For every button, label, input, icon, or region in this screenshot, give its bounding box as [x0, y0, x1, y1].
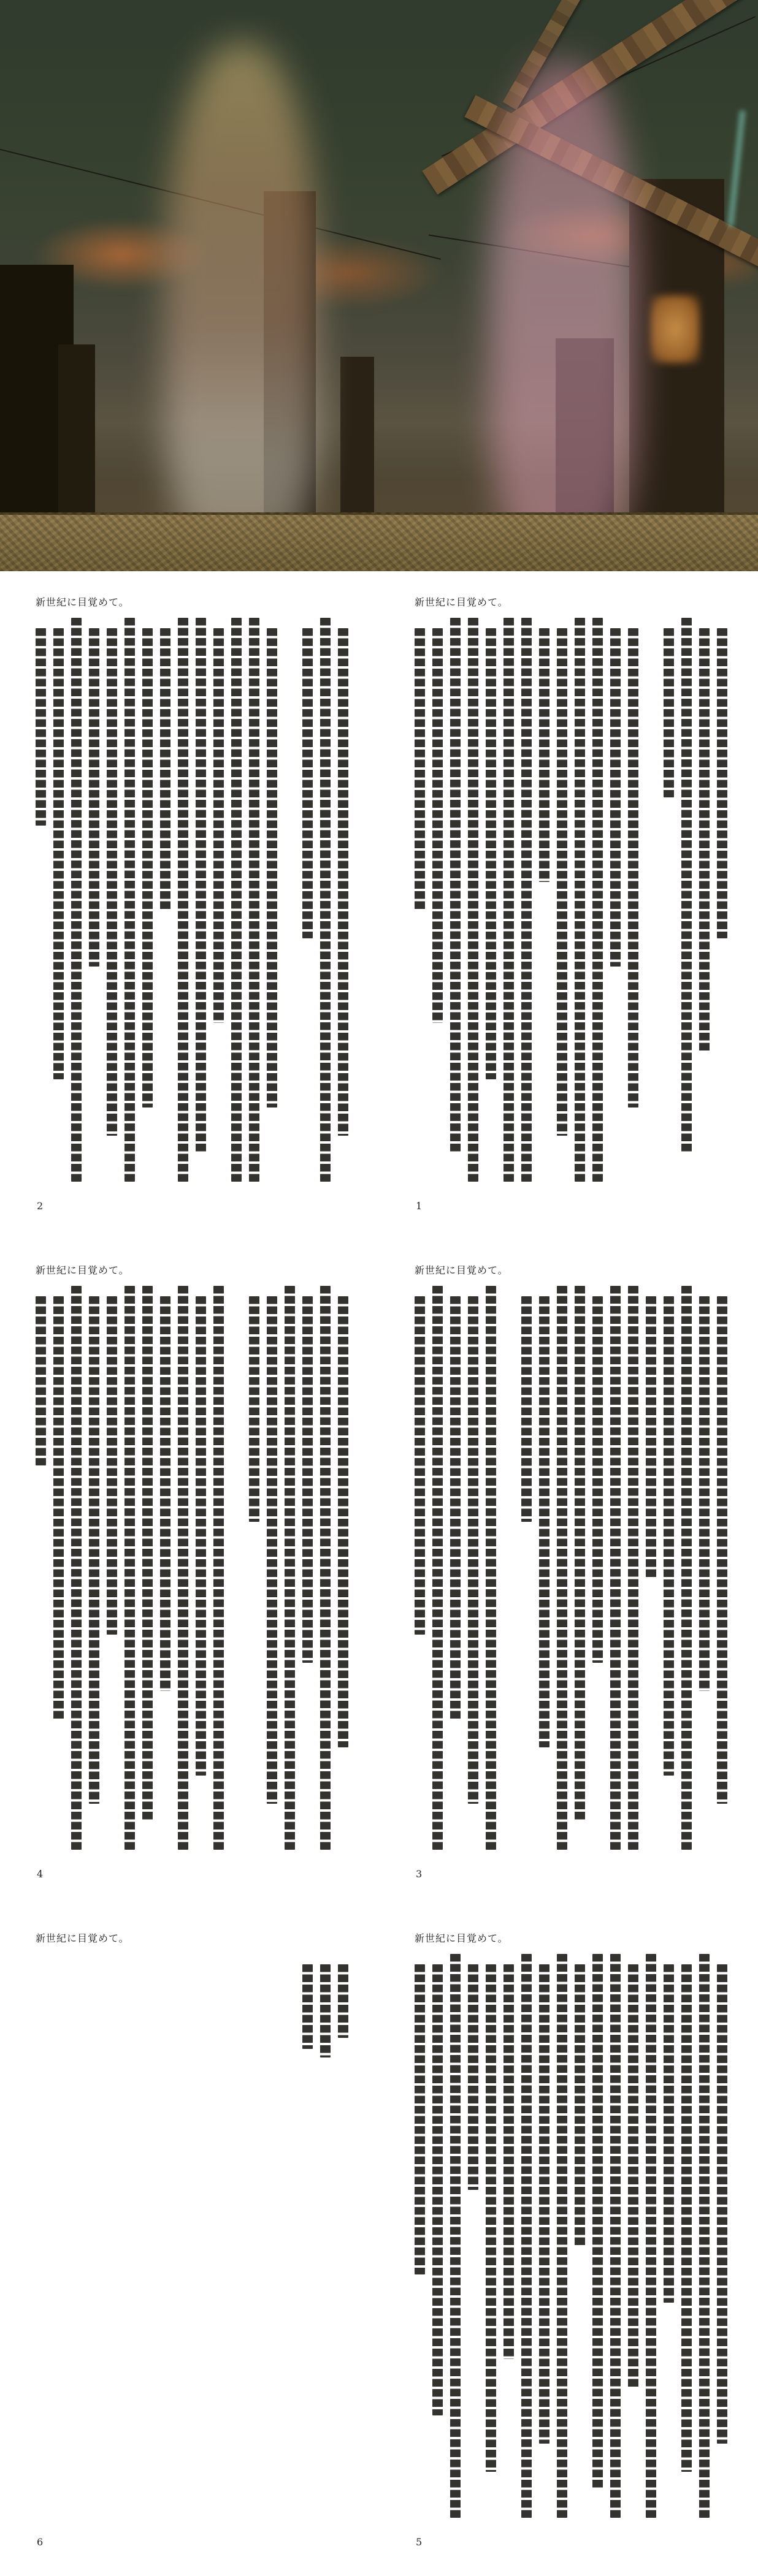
running-title: 新世紀に目覚めて。: [36, 596, 129, 608]
redacted-text-column: [628, 628, 638, 1108]
page-number: 3: [416, 1868, 423, 1880]
page-number: 4: [37, 1868, 44, 1880]
running-title: 新世紀に目覚めて。: [415, 1264, 508, 1276]
redacted-text-column: [53, 628, 64, 1079]
redacted-text-column: [539, 1296, 549, 1747]
redacted-text-column: [450, 1296, 461, 1719]
ruined-building-silhouette: [58, 344, 95, 528]
redacted-text-column: [557, 628, 567, 1136]
lit-window-glow: [651, 295, 700, 363]
redacted-text-column: [681, 618, 692, 1153]
redacted-text-column: [320, 1964, 331, 2057]
running-title: 新世紀に目覚めて。: [415, 596, 508, 608]
redacted-text-column: [267, 628, 277, 1108]
redacted-text-column: [196, 618, 206, 1153]
redacted-text-column: [107, 1296, 117, 1635]
redacted-text-column: [468, 1964, 478, 2190]
redacted-text-column: [320, 1286, 331, 1850]
redacted-text-column: [575, 618, 585, 1182]
redacted-text-column: [539, 1964, 549, 2444]
redacted-text-column: [681, 1964, 692, 2472]
running-title: 新世紀に目覚めて。: [415, 1932, 508, 1944]
redacted-body-text: [410, 1286, 727, 1850]
redacted-text-column: [142, 628, 153, 1108]
redacted-text-column: [213, 1286, 224, 1850]
redacted-text-column: [646, 1954, 656, 2518]
redacted-text-column: [646, 1296, 656, 1578]
redacted-text-column: [432, 1964, 443, 2415]
redacted-text-column: [717, 1296, 727, 1804]
redacted-text-column: [142, 1286, 153, 1822]
redacted-text-column: [89, 1296, 99, 1804]
redacted-text-column: [486, 1286, 496, 1850]
redacted-text-column: [415, 1296, 425, 1635]
redacted-text-column: [36, 628, 46, 826]
page-5: [379, 1907, 758, 2575]
page-2: [0, 571, 379, 1239]
redacted-text-column: [699, 1296, 710, 1691]
redacted-text-column: [302, 628, 313, 938]
redacted-text-column: [610, 1286, 621, 1850]
page-number: 2: [37, 1200, 44, 1212]
running-title: 新世紀に目覚めて。: [36, 1264, 129, 1276]
redacted-text-column: [160, 1296, 170, 1691]
redacted-text-column: [285, 1286, 295, 1850]
redacted-text-column: [36, 1296, 46, 1465]
page-inner: [410, 571, 727, 1239]
page-inner: [410, 1239, 727, 1907]
redacted-text-column: [699, 628, 710, 1051]
figure-placeholder-left: [164, 43, 319, 558]
redacted-text-column: [628, 1964, 638, 2387]
redacted-text-column: [302, 1296, 313, 1663]
page-number: 6: [37, 2536, 44, 2548]
page-3: [379, 1239, 758, 1907]
page-1: [379, 571, 758, 1239]
redacted-text-column: [415, 1964, 425, 2274]
redacted-text-column: [699, 1954, 710, 2518]
redacted-text-column: [592, 1954, 603, 2490]
redacted-text-column: [468, 1296, 478, 1804]
redacted-text-column: [178, 618, 188, 1182]
redacted-text-column: [468, 618, 478, 1182]
redacted-text-column: [717, 1964, 727, 2444]
figure-placeholder-right: [489, 61, 637, 559]
redacted-text-column: [450, 1954, 461, 2518]
redacted-text-column: [503, 618, 514, 1182]
ruined-building-silhouette: [340, 357, 374, 522]
page-inner: [410, 1907, 727, 2575]
redacted-text-column: [557, 1286, 567, 1850]
redacted-text-column: [178, 1286, 188, 1850]
redacted-text-column: [521, 618, 532, 1182]
redacted-body-text: [31, 618, 348, 1182]
redacted-text-column: [486, 1964, 496, 2472]
redacted-body-text: [31, 1954, 348, 2518]
redacted-body-text: [410, 618, 727, 1182]
redacted-text-column: [338, 1296, 348, 1747]
pages-grid: [0, 571, 758, 2575]
redacted-text-column: [196, 1296, 206, 1776]
redacted-text-column: [71, 618, 82, 1182]
page-inner: [31, 571, 348, 1239]
redacted-text-column: [664, 628, 674, 797]
page-inner: [31, 1239, 348, 1907]
redacted-text-column: [592, 618, 603, 1182]
redacted-text-column: [71, 1286, 82, 1850]
redacted-text-column: [664, 1964, 674, 2303]
running-title: 新世紀に目覚めて。: [36, 1932, 129, 1944]
redacted-text-column: [539, 628, 549, 882]
redacted-text-column: [124, 1286, 135, 1850]
redacted-text-column: [681, 1286, 692, 1850]
page-6: [0, 1907, 379, 2575]
redacted-text-column: [267, 1296, 277, 1804]
redacted-text-column: [717, 628, 727, 938]
redacted-text-column: [486, 628, 496, 1079]
redacted-body-text: [410, 1954, 727, 2518]
rubble-ground: [0, 512, 758, 571]
redacted-text-column: [231, 618, 242, 1182]
redacted-text-column: [521, 1296, 532, 1522]
cover-artwork: [0, 0, 758, 571]
redacted-text-column: [249, 1296, 259, 1522]
redacted-text-column: [89, 628, 99, 967]
redacted-text-column: [160, 628, 170, 910]
redacted-text-column: [302, 1964, 313, 2049]
redacted-text-column: [320, 618, 331, 1182]
redacted-text-column: [557, 1954, 567, 2518]
redacted-text-column: [338, 1964, 348, 2038]
redacted-text-column: [521, 1954, 532, 2518]
redacted-text-column: [53, 1296, 64, 1719]
redacted-text-column: [415, 628, 425, 910]
redacted-text-column: [628, 1286, 638, 1850]
redacted-text-column: [432, 628, 443, 1023]
redacted-text-column: [249, 618, 259, 1182]
redacted-text-column: [338, 628, 348, 1136]
redacted-text-column: [503, 1964, 514, 2359]
redacted-text-column: [610, 628, 621, 967]
redacted-text-column: [450, 618, 461, 1153]
redacted-body-text: [31, 1286, 348, 1850]
page-4: [0, 1239, 379, 1907]
redacted-text-column: [107, 628, 117, 1136]
redacted-text-column: [592, 1296, 603, 1663]
page-inner: [31, 1907, 348, 2575]
page-number: 5: [416, 2536, 423, 2548]
redacted-text-column: [575, 1286, 585, 1822]
redacted-text-column: [575, 1964, 585, 2246]
redacted-text-column: [124, 618, 135, 1182]
page-number: 1: [416, 1200, 423, 1212]
redacted-text-column: [664, 1296, 674, 1776]
redacted-text-column: [610, 1954, 621, 2518]
redacted-text-column: [213, 628, 224, 1023]
redacted-text-column: [432, 1286, 443, 1850]
